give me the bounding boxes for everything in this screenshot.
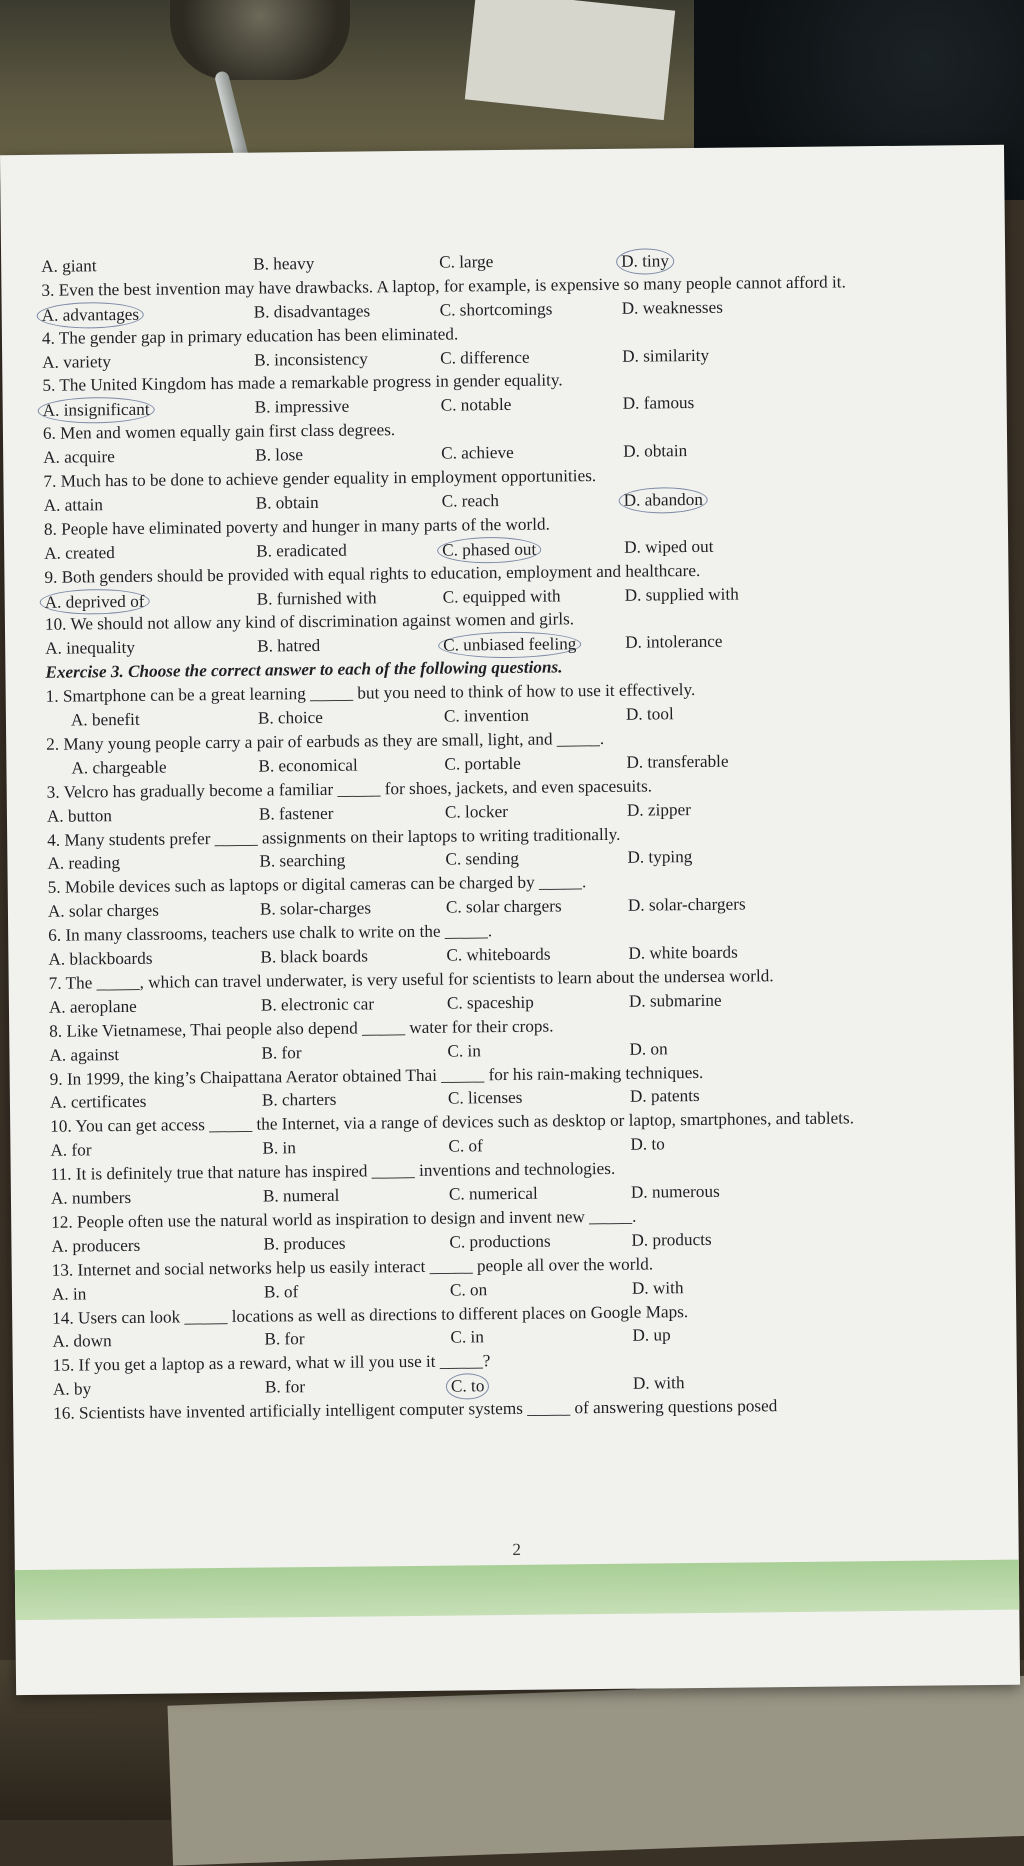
option-d: D. with (631, 1277, 684, 1298)
option-a-circled: A. advantages (37, 302, 145, 329)
option-a: A. numbers (50, 1187, 132, 1208)
option-c: C. solar chargers (445, 896, 562, 917)
ex2-q6-stem: 6. Men and women equally gain first class degrees. (42, 420, 396, 444)
option-c: C. spaceship (446, 992, 534, 1013)
option-b: B. disadvantages (253, 301, 371, 322)
page-number: 2 (512, 1539, 522, 1559)
worksheet-page (0, 145, 1020, 1695)
option-d: D. intolerance (625, 632, 723, 653)
option-c: C. difference (440, 347, 530, 368)
option-c-circled: C. to (446, 1373, 490, 1399)
option-b: B. hatred (257, 636, 321, 656)
option-a: A. certificates (49, 1092, 147, 1113)
option-b: B. charters (261, 1090, 337, 1111)
ex3-q6-stem: 6. In many classrooms, teachers use chalk to write on the _____. (48, 921, 493, 945)
option-c: C. notable (440, 395, 512, 416)
option-a: A. button (46, 805, 112, 826)
option-d: D. with (632, 1373, 685, 1393)
option-b: B. black boards (260, 946, 368, 967)
option-d: D. supplied with (624, 584, 739, 605)
ex3-q7-stem: 7. The _____, which can travel underwater, is very useful for scientists to learn about the undersea world. (48, 966, 774, 993)
ex2-q7-stem: 7. Much has to be done to achieve gender equality in employment opportunities. (43, 466, 597, 491)
option-a: A. solar charges (47, 900, 159, 922)
option-b: B. for (264, 1377, 306, 1397)
option-a: A. aeroplane (48, 996, 137, 1017)
option-a: A. blackboards (48, 948, 153, 969)
option-c: C. whiteboards (446, 944, 551, 965)
option-d: D. wiped out (624, 536, 714, 557)
option-b: B. heavy (253, 253, 315, 274)
ex3-q1-stem: 1. Smartphone can be a great learning _____ but you need to think of how to use it effectively. (45, 680, 696, 706)
ex3-q15-stem: 15. If you get a laptop as a reward, what w ill you use it _____? (52, 1351, 491, 1376)
option-c-circled: C. unbiased feeling (438, 632, 581, 659)
option-a-circled: A. deprived of (40, 588, 150, 615)
ex3-q16-stem: 16. Scientists have invented artificially intelligent computer systems _____ of answering questions posed (53, 1396, 778, 1423)
option-d: D. up (632, 1325, 671, 1346)
background-card (465, 0, 675, 120)
ex3-q8-stem: 8. Like Vietnamese, Thai people also depend _____ water for their crops. (49, 1016, 554, 1041)
option-b: B. lose (255, 445, 304, 465)
ex3-q12-stem: 12. People often use the natural world as inspiration to design and invent new _____. (51, 1206, 637, 1232)
ex2-q9-stem: 9. Both genders should be provided with equal rights to education, employment and healthcare. (44, 560, 701, 587)
ex2-q5-stem: 5. The United Kingdom has made a remarkable progress in gender equality. (42, 370, 563, 396)
option-a: A. variety (42, 351, 112, 372)
option-b: B. fastener (258, 803, 334, 824)
option-d: D. submarine (628, 990, 722, 1011)
option-c: C. achieve (441, 443, 514, 463)
option-c: C. large (439, 252, 494, 272)
option-b: B. furnished with (256, 587, 377, 609)
option-d: D. zipper (626, 799, 691, 820)
option-d: D. famous (622, 393, 695, 414)
option-c: C. numerical (448, 1183, 538, 1204)
ex2-q3-stem: 3. Even the best invention may have drawbacks. A laptop, for example, is expensive so many people cannot afford it. (41, 272, 846, 300)
option-c: C. on (449, 1279, 488, 1300)
ex3-q9-stem: 9. In 1999, the king’s Chaipattana Aerator obtained Thai _____ for his rain-making techniques. (49, 1062, 704, 1089)
option-c: C. sending (445, 849, 520, 870)
option-c: C. in (450, 1327, 484, 1348)
option-d: D. obtain (623, 441, 688, 461)
ex2-q10-stem: 10. We should not allow any kind of discrimination against women and girls. (44, 609, 575, 635)
option-a: A. against (49, 1044, 120, 1065)
option-c: C. portable (444, 753, 521, 774)
option-c: C. in (447, 1040, 481, 1061)
option-b: B. eradicated (256, 540, 347, 561)
option-d-circled: D. abandon (619, 487, 709, 514)
option-a: A. in (51, 1284, 87, 1304)
option-d: D. numerous (630, 1181, 720, 1202)
option-b: B. obtain (255, 492, 319, 513)
option-a: A. benefit (70, 709, 140, 730)
option-a: A. chargeable (71, 757, 167, 778)
option-d: D. solar-chargers (627, 894, 746, 915)
option-a-circled: A. insignificant (38, 397, 155, 424)
option-c: C. licenses (447, 1088, 523, 1109)
option-a: A. producers (51, 1235, 141, 1256)
option-b: B. in (262, 1138, 296, 1158)
option-a: A. created (44, 542, 115, 563)
option-d: D. typing (627, 847, 693, 868)
option-d: D. to (630, 1134, 665, 1154)
option-a: A. acquire (43, 447, 115, 468)
option-b: B. for (261, 1042, 302, 1063)
option-a: A. attain (43, 495, 103, 515)
ex3-q14-stem: 14. Users can look _____ locations as well as directions to different places on Google Maps. (52, 1301, 689, 1328)
option-d-circled: D. tiny (616, 248, 674, 275)
option-d: D. transferable (626, 751, 729, 772)
option-b: B. produces (263, 1233, 346, 1254)
option-b: B. searching (259, 851, 346, 872)
ex3-q11-stem: 11. It is definitely true that nature has inspired _____ inventions and technologies. (50, 1159, 616, 1184)
option-c: C. locker (444, 801, 509, 822)
option-a: A. inequality (45, 638, 136, 659)
option-d: D. tool (625, 704, 674, 724)
option-a: A. by (52, 1379, 92, 1400)
option-d: D. similarity (622, 345, 710, 366)
option-b: B. of (263, 1281, 299, 1302)
option-c: C. of (448, 1136, 483, 1156)
option-b: B. numeral (262, 1185, 340, 1206)
option-d: D. on (629, 1038, 668, 1059)
ex3-q10-stem: 10. You can get access _____ the Internet, via a range of devices such as desktop or laptop, smartphones, and tablets. (50, 1108, 855, 1137)
ex3-q3-stem: 3. Velcro has gradually become a familiar _____ for shoes, jackets, and even spacesuits. (46, 776, 653, 802)
footer-band (15, 1560, 1019, 1621)
background-cup (170, 0, 350, 80)
option-a: A. reading (47, 853, 121, 874)
option-b: B. solar-charges (259, 898, 372, 919)
option-d: D. white boards (628, 942, 738, 963)
ex3-q13-stem: 13. Internet and social networks help us easily interact _____ people all over the world. (51, 1254, 654, 1280)
option-a: A. down (52, 1331, 112, 1352)
option-c: C. productions (449, 1231, 551, 1252)
ex3-q5-stem: 5. Mobile devices such as laptops or digital cameras can be charged by _____. (47, 872, 587, 898)
option-b: B. impressive (254, 397, 350, 417)
background-sheet (167, 1674, 1024, 1865)
option-a: A. giant (41, 256, 97, 276)
option-c-circled: C. phased out (437, 536, 541, 563)
option-c: C. shortcomings (439, 299, 553, 320)
ex3-q2-stem: 2. Many young people carry a pair of earbuds as they are small, light, and _____. (46, 728, 605, 754)
option-a: A. for (50, 1140, 92, 1161)
option-c: C. equipped with (442, 585, 561, 607)
option-c: C. invention (443, 705, 530, 726)
option-d: D. products (631, 1229, 712, 1250)
exercise3-heading: Exercise 3. Choose the correct answer to each of the following questions. (45, 657, 563, 683)
option-b: B. economical (258, 755, 358, 776)
ex3-q4-stem: 4. Many students prefer _____ assignments on their laptops to writing traditionally. (47, 824, 621, 850)
option-c: C. reach (441, 491, 500, 511)
option-b: B. choice (257, 707, 323, 728)
option-d: D. weaknesses (621, 297, 723, 318)
option-b: B. inconsistency (254, 349, 368, 370)
option-d: D. patents (629, 1086, 700, 1107)
ex2-q4-stem: 4. The gender gap in primary education has been eliminated. (41, 324, 459, 348)
option-b: B. electronic car (260, 994, 375, 1015)
worksheet-content (41, 245, 1003, 1426)
ex2-q8-stem: 8. People have eliminated poverty and hunger in many parts of the world. (43, 514, 550, 539)
option-b: B. for (264, 1329, 305, 1349)
